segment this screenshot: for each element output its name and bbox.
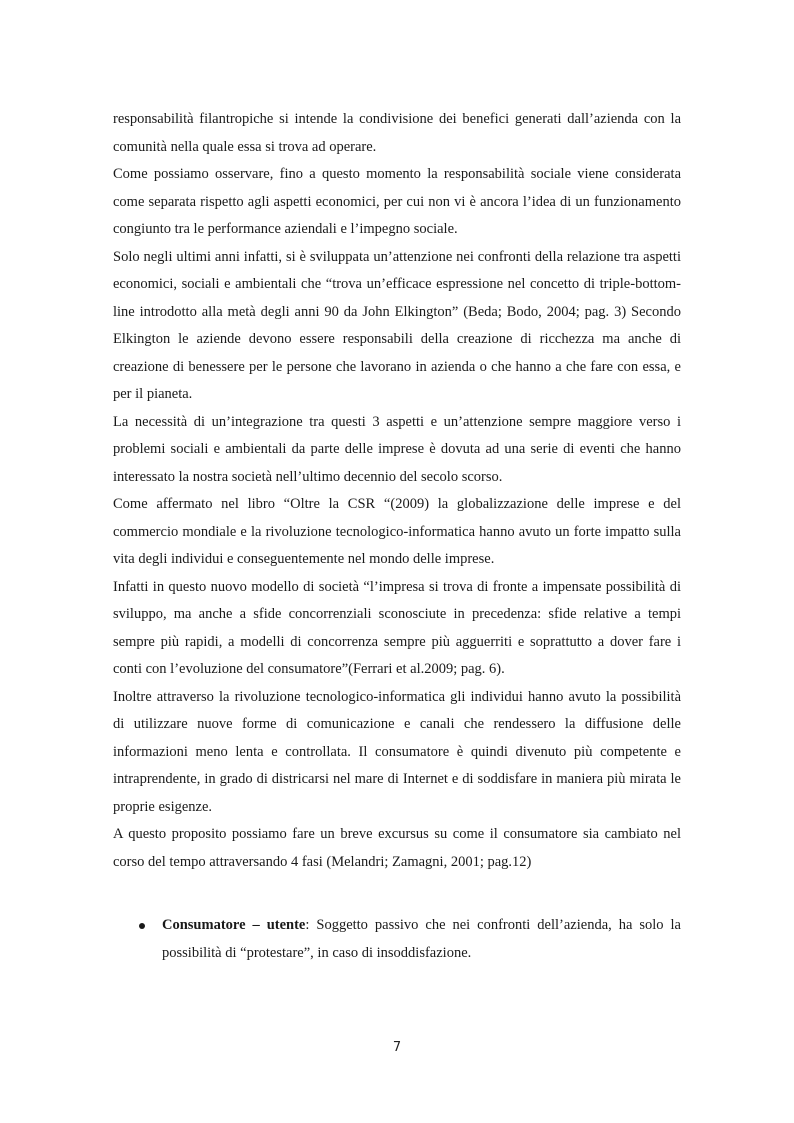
paragraph: A questo proposito possiamo fare un breve excursus su come il consumatore sia cambiato nel corso del tempo attraversando 4 fasi (Melandri; Zamagni, 2001; pag.12) xyxy=(113,826,681,870)
paragraph: Infatti in questo nuovo modello di società “l’impresa si trova di fronte a impensate possibilità di sviluppo, ma anche a sfide concorrenziali sconosciute in precedenza: sfide relative a tempi sempre più rapidi, a modelli di concorrenza sempre più agguerriti e soprattutto a dover fare i conti con l’evoluzione del consumatore”(Ferrari et al.2009; pag. 6). xyxy=(113,578,681,677)
paragraph: Inoltre attraverso la rivoluzione tecnologico-informatica gli individui hanno avuto la possibilità di utilizzare nuove forme di comunicazione e canali che rendessero la diffusione delle informazioni meno lenta e controllata. Il consumatore è quindi divenuto più competente e intraprendente, in grado di districarsi nel mare di Internet e di soddisfare in maniera più mirata le proprie esigenze. xyxy=(113,688,681,815)
paragraph: La necessità di un’integrazione tra questi 3 aspetti e un’attenzione sempre maggiore verso i problemi sociali e ambientali da parte delle imprese è dovuta ad una serie di eventi che hanno interessato la nostra società nell’ultimo decennio del secolo scorso. xyxy=(113,413,681,485)
bullet-dot-icon xyxy=(139,923,145,929)
paragraph: Come possiamo osservare, fino a questo momento la responsabilità sociale viene considerata come separata rispetto agli aspetti economici, per cui non vi è ancora l’idea di un funzionamento congiunto tra le performance aziendali e l’impegno sociale. xyxy=(113,166,681,237)
document-body xyxy=(113,106,681,967)
paragraph: responsabilità filantropiche si intende la condivisione dei benefici generati dall’azienda con la comunità nella quale essa si trova ad operare. xyxy=(113,111,681,155)
paragraph: Come affermato nel libro “Oltre la CSR “(2009) la globalizzazione delle imprese e del commercio mondiale e la rivoluzione tecnologico-informatica hanno avuto un forte impatto sulla vita degli individui e conseguentemente nel mondo delle imprese. xyxy=(113,496,681,567)
list-item xyxy=(113,912,681,967)
bullet-text: : Soggetto passivo che nei confronti dell’azienda, ha solo la possibilità di “protestare”, in caso di insoddisfazione. xyxy=(162,917,681,961)
page-number: 7 xyxy=(392,1040,402,1055)
paragraph: Solo negli ultimi anni infatti, si è sviluppata un’attenzione nei confronti della relazione tra aspetti economici, sociali e ambientali che “trova un’efficace espressione nel concetto di triple-bottom-line introdotto alla metà degli anni 90 da John Elkington” (Beda; Bodo, 2004; pag. 3) Secondo Elkington le aziende devono essere responsabili della creazione di ricchezza ma anche di creazione di benessere per le persone che lavorano in azienda o che hanno a che fare con essa, e per il pianeta. xyxy=(113,248,681,402)
bullet-list xyxy=(113,912,681,967)
bullet-term: Consumatore – utente xyxy=(162,917,306,933)
